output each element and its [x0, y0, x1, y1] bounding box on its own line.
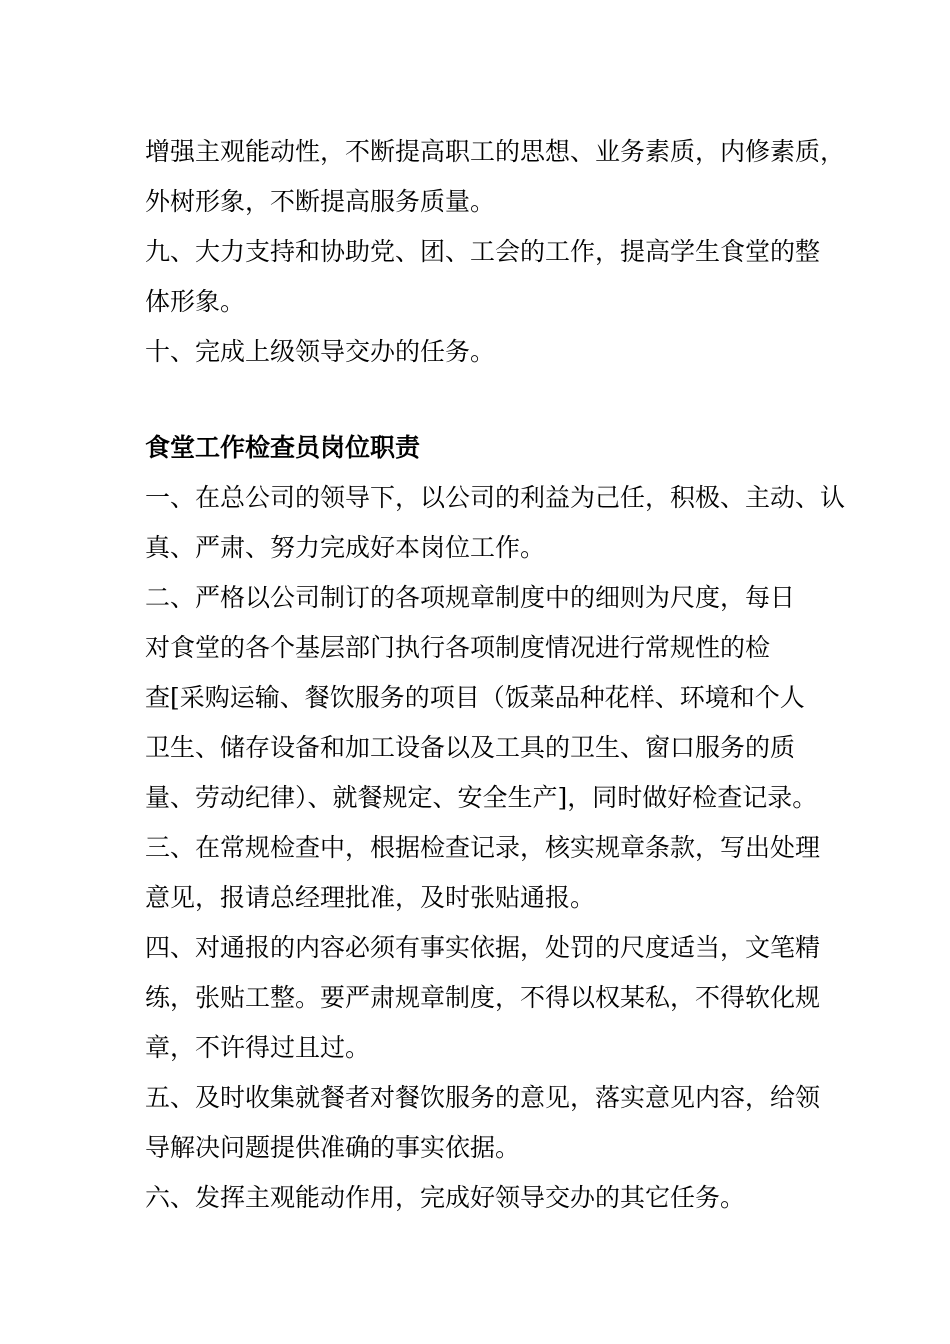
- section-continued: [145, 127, 846, 377]
- paragraph-line: 三、在常规检查中，根据检查记录，核实规章条款，写出处理: [145, 833, 821, 862]
- paragraph-line: 导解决问题提供准确的事实依据。: [145, 1133, 521, 1162]
- paragraph-line: 增强主观能动性，不断提高职工的思想、业务素质，内修素质，: [145, 137, 846, 166]
- section-title: 食堂工作检查员岗位职责: [145, 433, 421, 462]
- paragraph-line: 真、严肃、努力完成好本岗位工作。: [145, 533, 546, 562]
- document-body: [145, 127, 846, 1223]
- paragraph-line: 四、对通报的内容必须有事实依据，处罚的尺度适当，文笔精: [145, 933, 821, 962]
- paragraph-line: 卫生、储存设备和加工设备以及工具的卫生、窗口服务的质: [145, 733, 796, 762]
- paragraph-line: 十、完成上级领导交办的任务。: [145, 337, 496, 366]
- paragraph-line: 九、大力支持和协助党、团、工会的工作，提高学生食堂的整: [145, 237, 821, 266]
- paragraph-line: 意见，报请总经理批准，及时张贴通报。: [145, 883, 596, 912]
- paragraph-line: 五、及时收集就餐者对餐饮服务的意见，落实意见内容，给领: [145, 1083, 821, 1112]
- paragraph-line: 六、发挥主观能动作用，完成好领导交办的其它任务。: [145, 1183, 746, 1212]
- paragraph-line: 对食堂的各个基层部门执行各项制度情况进行常规性的检: [145, 633, 771, 662]
- paragraph-line: 外树形象，不断提高服务质量。: [145, 187, 496, 216]
- section-inspector-duties: [145, 423, 846, 1223]
- paragraph-line: 一、在总公司的领导下，以公司的利益为己任，积极、主动、认: [145, 483, 846, 512]
- paragraph-line: 二、严格以公司制订的各项规章制度中的细则为尺度，每日: [145, 583, 796, 612]
- paragraph-line: 查[采购运输、餐饮服务的项目（饭菜品种花样、环境和个人: [145, 683, 805, 712]
- paragraph-line: 量、劳动纪律）、就餐规定、安全生产]，同时做好检查记录。: [145, 783, 818, 812]
- section-spacer: [145, 377, 835, 423]
- paragraph-line: 章，不许得过且过。: [145, 1033, 371, 1062]
- paragraph-line: 体形象。: [145, 287, 246, 316]
- paragraph-line: 练，张贴工整。要严肃规章制度，不得以权某私，不得软化规: [145, 983, 821, 1012]
